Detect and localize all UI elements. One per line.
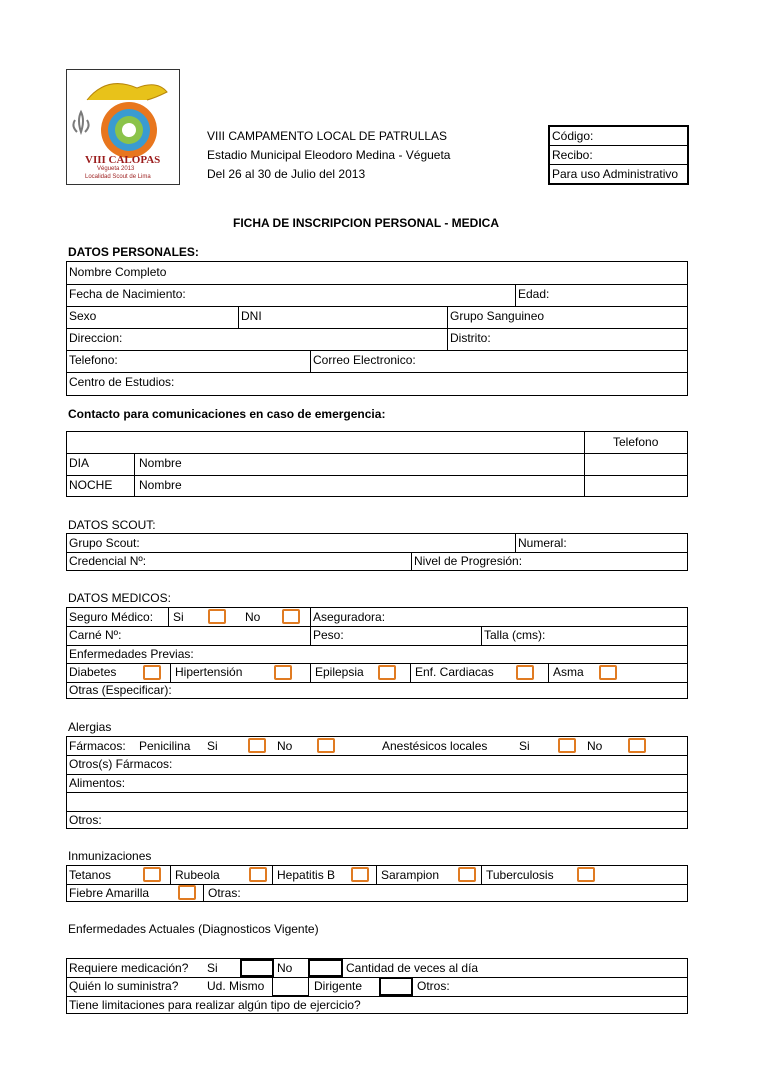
- numeral-field[interactable]: Numeral:: [518, 536, 567, 550]
- sexo-field[interactable]: Sexo: [69, 309, 97, 323]
- direccion-field[interactable]: Direccion:: [69, 331, 123, 345]
- actuales-heading: Enfermedades Actuales (Diagnosticos Vigente): [68, 922, 319, 936]
- edad-field[interactable]: Edad:: [518, 287, 550, 301]
- admin-use-label: Para uso Administrativo: [552, 167, 679, 181]
- hipertension-checkbox[interactable]: [274, 665, 292, 680]
- penicilina-si-label: Si: [207, 739, 218, 753]
- anestesicos-no-label: No: [587, 739, 603, 753]
- alimentos-field[interactable]: Alimentos:: [69, 776, 126, 790]
- anestesicos-label: Anestésicos locales: [382, 739, 488, 753]
- event-venue: Estadio Municipal Eleodoro Medina - Végueta: [207, 148, 451, 162]
- fiebre-amarilla-label: Fiebre Amarilla: [69, 886, 150, 900]
- aseguradora-field[interactable]: Aseguradora:: [313, 610, 386, 624]
- tuberculosis-label: Tuberculosis: [486, 868, 554, 882]
- personal-table: [66, 261, 688, 396]
- anestesicos-no-checkbox[interactable]: [628, 738, 646, 753]
- hepatitis-checkbox[interactable]: [351, 867, 369, 882]
- farmacos-label: Fármacos:: [69, 739, 126, 753]
- scout-table: [66, 533, 688, 571]
- scout-heading: DATOS SCOUT:: [68, 518, 156, 532]
- cardiacas-checkbox[interactable]: [516, 665, 534, 680]
- rubeola-checkbox[interactable]: [249, 867, 267, 882]
- seguro-si-checkbox[interactable]: [208, 609, 226, 624]
- peso-field[interactable]: Peso:: [313, 628, 344, 642]
- requiere-si-box[interactable]: [240, 959, 274, 977]
- sarampion-checkbox[interactable]: [458, 867, 476, 882]
- camp-logo: [66, 69, 180, 185]
- noche-label: NOCHE: [69, 478, 113, 492]
- enfermedades-previas-label: Enfermedades Previas:: [69, 647, 194, 661]
- dirigente-label: Dirigente: [314, 979, 363, 993]
- fiebre-amarilla-checkbox[interactable]: [178, 885, 196, 900]
- seguro-label: Seguro Médico:: [69, 610, 154, 624]
- inmunizaciones-heading: Inmunizaciones: [68, 849, 152, 863]
- nivel-progresion-field[interactable]: Nivel de Progresión:: [414, 554, 523, 568]
- quien-suministra-label: Quién lo suministra?: [69, 979, 179, 993]
- seguro-si-label: Si: [173, 610, 184, 624]
- medicos-table: [66, 607, 688, 699]
- anestesicos-si-label: Si: [519, 739, 530, 753]
- nombre-field[interactable]: Nombre Completo: [69, 265, 167, 279]
- otros-farmacos-field[interactable]: Otros(s) Fármacos:: [69, 757, 173, 771]
- otras-especificar-field[interactable]: Otras (Especificar):: [69, 683, 172, 697]
- ud-mismo-box[interactable]: [272, 977, 309, 996]
- centro-estudios-field[interactable]: Centro de Estudios:: [69, 375, 175, 389]
- inmunizaciones-table: [66, 865, 688, 902]
- diabetes-checkbox[interactable]: [143, 665, 161, 680]
- sarampion-label: Sarampion: [381, 868, 440, 882]
- otras-inmunizaciones-field[interactable]: Otras:: [208, 886, 241, 900]
- hipertension-label: Hipertensión: [175, 665, 243, 679]
- anestesicos-si-checkbox[interactable]: [558, 738, 576, 753]
- tuberculosis-checkbox[interactable]: [577, 867, 595, 882]
- asma-checkbox[interactable]: [599, 665, 617, 680]
- diabetes-label: Diabetes: [69, 665, 117, 679]
- otros-suministra-field[interactable]: Otros:: [417, 979, 450, 993]
- dia-label: DIA: [69, 456, 90, 470]
- requiere-medicacion-label: Requiere medicación?: [69, 961, 189, 975]
- telefono-field[interactable]: Telefono:: [69, 353, 118, 367]
- actuales-table: [66, 958, 688, 1014]
- cantidad-veces-field[interactable]: Cantidad de veces al día: [346, 961, 479, 975]
- hepatitis-label: Hepatitis B: [277, 868, 336, 882]
- talla-field[interactable]: Talla (cms):: [484, 628, 546, 642]
- penicilina-label: Penicilina: [139, 739, 191, 753]
- asma-label: Asma: [553, 665, 584, 679]
- limitaciones-field[interactable]: Tiene limitaciones para realizar algún tipo de ejercicio?: [69, 998, 361, 1012]
- event-dates: Del 26 al 30 de Julio del 2013: [207, 167, 366, 181]
- fecha-nacimiento-field[interactable]: Fecha de Nacimiento:: [69, 287, 186, 301]
- dirigente-box[interactable]: [379, 977, 413, 996]
- epilepsia-label: Epilepsia: [315, 665, 364, 679]
- penicilina-no-label: No: [277, 739, 293, 753]
- dni-field[interactable]: DNI: [241, 309, 262, 323]
- alergias-table: [66, 736, 688, 829]
- noche-nombre-field[interactable]: Nombre: [139, 478, 182, 492]
- seguro-no-label: No: [245, 610, 261, 624]
- penicilina-no-checkbox[interactable]: [317, 738, 335, 753]
- admin-box: [548, 125, 689, 185]
- tetanos-label: Tetanos: [69, 868, 112, 882]
- requiere-si-label: Si: [207, 961, 218, 975]
- grupo-sanguineo-field[interactable]: Grupo Sanguineo: [450, 309, 545, 323]
- tetanos-checkbox[interactable]: [143, 867, 161, 882]
- codigo-field[interactable]: Código:: [550, 127, 687, 146]
- cardiacas-label: Enf. Cardiacas: [415, 665, 494, 679]
- rubeola-label: Rubeola: [175, 868, 220, 882]
- personal-heading: DATOS PERSONALES:: [68, 245, 199, 259]
- medicos-heading: DATOS MEDICOS:: [68, 591, 171, 605]
- correo-field[interactable]: Correo Electronico:: [313, 353, 416, 367]
- ud-mismo-label: Ud. Mismo: [207, 979, 265, 993]
- logo-line1: VIII CALOPAS: [85, 154, 161, 166]
- alergias-heading: Alergias: [68, 720, 112, 734]
- alergias-otros-field[interactable]: Otros:: [69, 813, 102, 827]
- grupo-scout-field[interactable]: Grupo Scout:: [69, 536, 140, 550]
- emergency-heading: Contacto para comunicaciones en caso de emergencia:: [68, 407, 386, 421]
- dia-nombre-field[interactable]: Nombre: [139, 456, 182, 470]
- distrito-field[interactable]: Distrito:: [450, 331, 491, 345]
- epilepsia-checkbox[interactable]: [378, 665, 396, 680]
- penicilina-si-checkbox[interactable]: [248, 738, 266, 753]
- emergency-table: [66, 431, 688, 497]
- logo-line3: Localidad Scout de Lima: [85, 174, 151, 180]
- event-title: VIII CAMPAMENTO LOCAL DE PATRULLAS: [207, 129, 448, 143]
- recibo-field[interactable]: Recibo:: [550, 146, 687, 165]
- form-title: FICHA DE INSCRIPCION PERSONAL - MEDICA: [233, 216, 500, 230]
- requiere-no-box[interactable]: [308, 959, 343, 977]
- emergency-telefono-label: Telefono: [613, 435, 659, 449]
- requiere-no-label: No: [277, 961, 293, 975]
- carne-field[interactable]: Carné Nº:: [69, 628, 122, 642]
- logo-line2: Végueta 2013: [97, 166, 135, 172]
- seguro-no-checkbox[interactable]: [282, 609, 300, 624]
- credencial-field[interactable]: Credencial Nº:: [69, 554, 147, 568]
